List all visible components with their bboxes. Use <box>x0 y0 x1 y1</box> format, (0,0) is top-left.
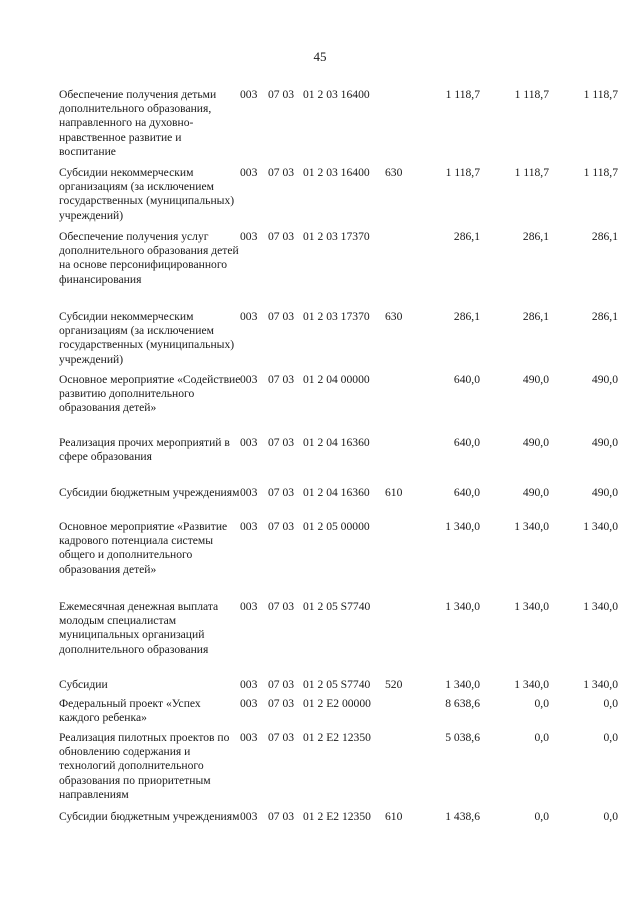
row-name: Ежемесячная денежная выплата молодым специалистам муниципальных организаций дополнительного образования <box>59 600 219 656</box>
row-value-2: 0,0 <box>534 810 549 823</box>
row-value-3: 0,0 <box>603 810 618 823</box>
row-value-3: 1 340,0 <box>583 600 618 613</box>
row-section: 07 03 <box>268 88 295 101</box>
row-value-2: 490,0 <box>522 436 549 449</box>
row-target-article: 01 2 03 16400 <box>303 166 370 179</box>
row-ved: 003 <box>240 230 258 243</box>
row-ved: 003 <box>240 810 258 823</box>
row-target-article: 01 2 04 16360 <box>303 436 370 449</box>
row-ved: 003 <box>240 678 258 691</box>
row-target-article: 01 2 E2 12350 <box>303 731 371 744</box>
row-value-1: 1 438,6 <box>445 810 480 823</box>
row-expense-type: 610 <box>385 810 403 823</box>
row-name: Реализация прочих мероприятий в сфере образования <box>59 436 230 464</box>
row-value-1: 1 118,7 <box>445 88 480 101</box>
row-value-1: 640,0 <box>453 373 480 386</box>
row-ved: 003 <box>240 373 258 386</box>
row-section: 07 03 <box>268 731 295 744</box>
row-name: Основное мероприятие «Развитие кадрового потенциала системы общего и дополнительного образования детей» <box>59 520 228 576</box>
row-value-1: 1 340,0 <box>445 600 480 613</box>
row-value-1: 286,1 <box>453 230 480 243</box>
row-value-3: 1 340,0 <box>583 678 618 691</box>
row-target-article: 01 2 03 16400 <box>303 88 370 101</box>
row-value-2: 1 340,0 <box>514 520 549 533</box>
row-value-3: 1 118,7 <box>583 166 618 179</box>
row-value-3: 1 340,0 <box>583 520 618 533</box>
row-value-1: 640,0 <box>453 436 480 449</box>
row-value-3: 286,1 <box>591 230 618 243</box>
row-value-2: 286,1 <box>522 230 549 243</box>
row-expense-type: 610 <box>385 486 403 499</box>
row-target-article: 01 2 03 17370 <box>303 310 370 323</box>
row-section: 07 03 <box>268 310 295 323</box>
row-value-3: 490,0 <box>591 486 618 499</box>
row-section: 07 03 <box>268 166 295 179</box>
row-target-article: 01 2 05 00000 <box>303 520 370 533</box>
row-target-article: 01 2 E2 12350 <box>303 810 371 823</box>
row-value-1: 5 038,6 <box>445 731 480 744</box>
row-name: Основное мероприятие «Содействие развитию дополнительного образования детей» <box>59 373 241 415</box>
row-ved: 003 <box>240 166 258 179</box>
row-name: Федеральный проект «Успех каждого ребенка» <box>59 697 201 725</box>
row-ved: 003 <box>240 486 258 499</box>
row-name: Субсидии бюджетным учреждениям <box>59 810 240 823</box>
row-target-article: 01 2 E2 00000 <box>303 697 371 710</box>
row-expense-type: 520 <box>385 678 403 691</box>
row-target-article: 01 2 04 00000 <box>303 373 370 386</box>
row-value-2: 1 340,0 <box>514 600 549 613</box>
row-section: 07 03 <box>268 436 295 449</box>
row-value-2: 1 340,0 <box>514 678 549 691</box>
row-target-article: 01 2 05 S7740 <box>303 678 371 691</box>
row-expense-type: 630 <box>385 166 403 179</box>
row-name: Реализация пилотных проектов по обновлению содержания и технологий дополнительного образования по приоритетным направлениям <box>59 731 230 801</box>
row-section: 07 03 <box>268 520 295 533</box>
row-value-3: 490,0 <box>591 436 618 449</box>
row-value-2: 0,0 <box>534 731 549 744</box>
row-name: Обеспечение получения детьми дополнительного образования, направленного на духовно-нравственное развитие и воспитание <box>59 88 217 158</box>
row-value-3: 0,0 <box>603 697 618 710</box>
row-value-3: 490,0 <box>591 373 618 386</box>
row-value-3: 1 118,7 <box>583 88 618 101</box>
row-target-article: 01 2 03 17370 <box>303 230 370 243</box>
row-value-1: 1 340,0 <box>445 678 480 691</box>
row-value-2: 1 118,7 <box>514 88 549 101</box>
row-value-1: 8 638,6 <box>445 697 480 710</box>
row-value-3: 286,1 <box>591 310 618 323</box>
row-ved: 003 <box>240 88 258 101</box>
row-target-article: 01 2 04 16360 <box>303 486 370 499</box>
row-value-2: 0,0 <box>534 697 549 710</box>
row-ved: 003 <box>240 697 258 710</box>
row-section: 07 03 <box>268 678 295 691</box>
row-value-2: 490,0 <box>522 373 549 386</box>
row-name: Субсидии <box>59 678 108 691</box>
row-section: 07 03 <box>268 600 295 613</box>
row-section: 07 03 <box>268 810 295 823</box>
row-section: 07 03 <box>268 230 295 243</box>
row-value-1: 1 340,0 <box>445 520 480 533</box>
row-target-article: 01 2 05 S7740 <box>303 600 371 613</box>
row-ved: 003 <box>240 600 258 613</box>
row-value-2: 490,0 <box>522 486 549 499</box>
row-value-1: 640,0 <box>453 486 480 499</box>
row-name: Субсидии некоммерческим организациям (за исключением государственных (муниципальных) учреждений) <box>59 166 235 222</box>
row-ved: 003 <box>240 520 258 533</box>
row-value-3: 0,0 <box>603 731 618 744</box>
row-value-1: 286,1 <box>453 310 480 323</box>
row-section: 07 03 <box>268 373 295 386</box>
row-ved: 003 <box>240 310 258 323</box>
row-value-2: 286,1 <box>522 310 549 323</box>
row-section: 07 03 <box>268 697 295 710</box>
row-value-2: 1 118,7 <box>514 166 549 179</box>
row-expense-type: 630 <box>385 310 403 323</box>
row-ved: 003 <box>240 436 258 449</box>
row-name: Обеспечение получения услуг дополнительного образования детей на основе персонифицированного финансирования <box>59 230 239 286</box>
row-value-1: 1 118,7 <box>445 166 480 179</box>
row-section: 07 03 <box>268 486 295 499</box>
page-number: 45 <box>313 49 327 64</box>
row-name: Субсидии некоммерческим организациям (за исключением государственных (муниципальных) учреждений) <box>59 310 235 366</box>
row-ved: 003 <box>240 731 258 744</box>
row-name: Субсидии бюджетным учреждениям <box>59 486 240 499</box>
